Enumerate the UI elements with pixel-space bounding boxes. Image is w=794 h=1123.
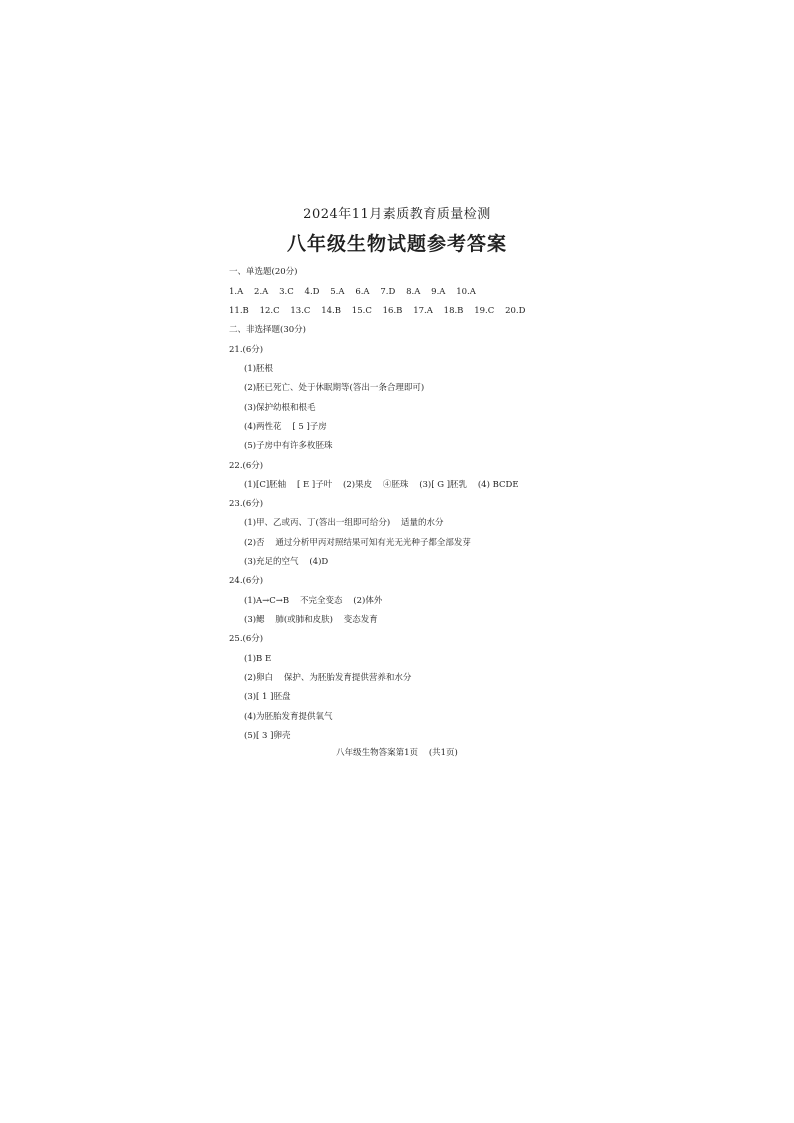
q21-answer: (1)胚根 xyxy=(244,364,274,374)
q24-label: 24.(6分) xyxy=(229,576,264,586)
section1-answers-row2: 11.B 12.C 13.C 14.B 15.C 16.B 17.A 18.B 19.C 20.D xyxy=(229,306,526,316)
q21-answer: (4)两性花 [ 5 ]子房 xyxy=(244,422,327,432)
q25-answer: (5)[ 3 ]卵壳 xyxy=(244,731,291,741)
q21-answer: (3)保护幼根和根毛 xyxy=(244,403,316,413)
q25-answer: (1)B E xyxy=(244,654,272,664)
q21-answer: (5)子房中有许多枚胚珠 xyxy=(244,441,333,451)
section1-answers-row1: 1.A 2.A 3.C 4.D 5.A 6.A 7.D 8.A 9.A 10.A xyxy=(229,287,476,297)
q25-answer: (2)卵白 保护、为胚胎发育提供营养和水分 xyxy=(244,673,412,683)
q24-answer: (1)A→C→B 不完全变态 (2)体外 xyxy=(244,596,383,606)
q23-label: 23.(6分) xyxy=(229,499,264,509)
q23-answer: (3)充足的空气 (4)D xyxy=(244,557,329,567)
q25-label: 25.(6分) xyxy=(229,634,264,644)
section1-heading: 一、单选题(20分) xyxy=(229,267,298,277)
exam-subtitle: 2024年11月素质教育质量检测 xyxy=(303,207,491,222)
q22-label: 22.(6分) xyxy=(229,461,264,471)
section2-heading: 二、非选择题(30分) xyxy=(229,325,306,335)
q23-answer: (1)甲、乙或丙、丁(答出一组即可给分) 适量的水分 xyxy=(244,518,444,528)
page-footer: 八年级生物答案第1页 (共1页) xyxy=(336,748,458,758)
q25-answer: (4)为胚胎发育提供氧气 xyxy=(244,712,333,722)
q22-answer: (1)[C]胚轴 [ E ]子叶 (2)果皮 ④胚珠 (3)[ G ]胚乳 (4) BCDE xyxy=(244,480,519,490)
q24-answer: (3)鳃 肺(或肺和皮肤) 变态发育 xyxy=(244,615,378,625)
page-title: 八年级生物试题参考答案 xyxy=(286,233,507,255)
q21-answer: (2)胚已死亡、处于休眠期等(答出一条合理即可) xyxy=(244,383,425,393)
q25-answer: (3)[ 1 ]胚盘 xyxy=(244,692,291,702)
q21-label: 21.(6分) xyxy=(229,345,264,355)
q23-answer: (2)否 通过分析甲丙对照结果可知有光无光种子都全部发芽 xyxy=(244,538,471,548)
